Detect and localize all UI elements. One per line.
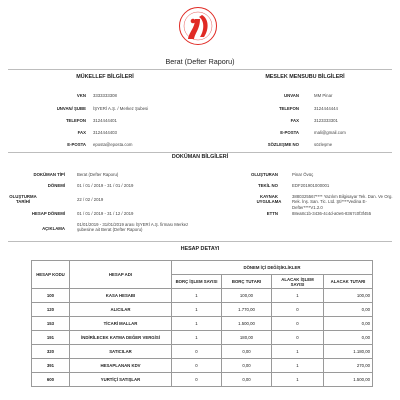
cell-name: SATICILAR (70, 345, 172, 359)
accountant-label-phone: TELEFON (278, 106, 299, 111)
doc-value-type: Berat (Defter Raporu) (77, 172, 119, 177)
cell-credit-count: 1 (272, 289, 324, 303)
taxpayer-label-email: E-POSTA (67, 142, 86, 147)
cell-credit-total: 1.500,00 (324, 373, 373, 387)
cell-code: 120 (32, 303, 70, 317)
cell-credit-total: 100,00 (324, 289, 373, 303)
cell-name: ALICILAR (70, 303, 172, 317)
cell-credit-count: 0 (272, 331, 324, 345)
table-row (32, 303, 373, 317)
accountant-label-contract-no: SÖZLEŞME NO (267, 142, 299, 147)
table-row (32, 331, 373, 345)
cell-debit-count: 0 (172, 359, 222, 373)
doc-value-ettn: 88ea8c1b-3436-4c4d-a0e6-8367c0f3f455 (292, 211, 372, 216)
table-row (32, 289, 373, 303)
taxpayer-value-vkn: 3333333308 (93, 93, 117, 98)
doc-label-account-period: HESAP DÖNEMİ (31, 211, 65, 216)
cell-code: 153 (32, 317, 70, 331)
accountant-value-phone: 3124444444 (314, 106, 338, 111)
doc-label-created-date: OLUŞTURMA TARİHİ (9, 194, 37, 205)
cell-name: İNDİRİLECEK KATMA DEĞER VERGİSİ (70, 331, 172, 345)
taxpayer-value-fax: 3124444403 (93, 130, 117, 135)
cell-code: 191 (32, 331, 70, 345)
cell-debit-total: 1.770,00 (222, 303, 272, 317)
doc-value-created-date: 22 / 02 / 2019 (77, 197, 104, 202)
cell-credit-count: 0 (272, 303, 324, 317)
cell-debit-count: 0 (172, 345, 222, 359)
page-title: Berat (Defter Raporu) (165, 57, 235, 66)
cell-debit-count: 1 (172, 331, 222, 345)
taxpayer-value-phone: 3124444401 (93, 118, 117, 123)
title-divider (8, 69, 392, 70)
cell-code: 100 (32, 289, 70, 303)
cell-credit-count: 1 (272, 359, 324, 373)
cell-credit-total: 0,00 (324, 317, 373, 331)
accountant-value-fax: 3123333301 (314, 118, 338, 123)
cell-credit-total: 1.180,00 (324, 345, 373, 359)
account-detail-table (31, 260, 373, 387)
taxpayer-value-email: eposta@eposta.com (93, 142, 133, 147)
accountant-value-contract-no: sözleşme (314, 142, 333, 147)
accountant-label-fax: FAX (290, 118, 299, 123)
col-header-debit-count: BORÇ İŞLEM SAYISI (172, 275, 222, 289)
cell-credit-count: 0 (272, 317, 324, 331)
doc-value-account-period: 01 / 01 / 2019 - 31 / 12 / 2019 (77, 211, 134, 216)
doc-label-period: DÖNEMİ (47, 183, 65, 188)
table-row (32, 373, 373, 387)
cell-name: KASA HESABI (70, 289, 172, 303)
cell-name: TİCARİ MALLAR (70, 317, 172, 331)
col-header-credit-total: ALACAK TUTARI (324, 275, 373, 289)
table-row (32, 317, 373, 331)
accountant-label-title: UNVAN (284, 93, 299, 98)
cell-debit-total: 0,00 (222, 373, 272, 387)
taxpayer-label-vkn: VKN (76, 93, 86, 98)
doc-value-description: 01/01/2019 - 31/01/2019 arası İŞYERİ A.Ş. firması Merkez şubesine ait Berat (Defter Raporu) (77, 222, 189, 233)
taxpayer-label-phone: TELEFON (65, 118, 86, 123)
cell-code: 600 (32, 373, 70, 387)
cell-debit-count: 1 (172, 303, 222, 317)
doc-label-ettn: ETTN (266, 211, 278, 216)
taxpayer-value-title-branch: İŞYERİ A.Ş. / Merkez Şubesi (93, 106, 149, 111)
taxpayer-label-fax: FAX (77, 130, 86, 135)
cell-debit-total: 100,00 (222, 289, 272, 303)
doc-value-creator: Pinar Övüç (292, 172, 314, 177)
cell-debit-count: 1 (172, 289, 222, 303)
cell-debit-total: 1.500,00 (222, 317, 272, 331)
cell-debit-count: 0 (172, 373, 222, 387)
detail-divider (8, 241, 392, 242)
taxpayer-heading: MÜKELLEF BİLGİLERİ (76, 74, 134, 80)
col-header-code: HESAP KODU (32, 261, 70, 289)
accountant-heading: MESLEK MENSUBU BİLGİLERİ (265, 74, 345, 80)
cell-credit-count: 1 (272, 345, 324, 359)
cell-credit-count: 1 (272, 373, 324, 387)
cell-name: YURTİÇİ SATIŞLAR (70, 373, 172, 387)
table-row (32, 359, 373, 373)
doc-value-source-app: 3880325567**** Yazılım Bilgisayar Tek. Dan. Ve Org. Rek. İnş. San. Tic. Ltd. Şti****Vedina E-Defter****V1.2.0 (292, 194, 393, 210)
doc-label-source-app: KAYNAK UYGULAMA (256, 194, 282, 205)
col-header-period-changes: DÖNEM İÇİ DEĞİŞİKLİKLER (172, 261, 373, 275)
accountant-value-title: MM Pinar (314, 93, 333, 98)
cell-code: 391 (32, 359, 70, 373)
col-header-credit-count: ALACAK İŞLEM SAYISI (272, 275, 324, 289)
doc-label-type: DOKÜMAN TİPİ (33, 172, 65, 177)
table-row (32, 345, 373, 359)
doc-label-unique-no: TEKİL NO (258, 183, 278, 188)
section-divider (8, 152, 392, 153)
cell-debit-total: 0,00 (222, 345, 272, 359)
cell-credit-total: 270,00 (324, 359, 373, 373)
cell-name: HESAPLANAN KDV (70, 359, 172, 373)
doc-value-unique-no: EDF201901000001 (292, 183, 330, 188)
cell-code: 320 (32, 345, 70, 359)
cell-credit-total: 0,00 (324, 331, 373, 345)
doc-label-creator: OLUŞTURAN (251, 172, 278, 177)
col-header-name: HESAP ADI (70, 261, 172, 289)
gib-emblem-icon (178, 6, 218, 46)
cell-debit-count: 1 (172, 317, 222, 331)
cell-debit-total: 0,00 (222, 359, 272, 373)
account-detail-heading: HESAP DETAYI (180, 246, 220, 252)
doc-info-heading: DOKÜMAN BİLGİLERİ (171, 154, 229, 160)
cell-credit-total: 0,00 (324, 303, 373, 317)
doc-label-description: AÇIKLAMA (42, 226, 65, 231)
accountant-value-email: mali@gmail.com (314, 130, 346, 135)
taxpayer-label-title-branch: UNVAN/ ŞUBE (56, 106, 86, 111)
doc-value-period: 01 / 01 / 2019 - 31 / 01 / 2019 (77, 183, 134, 188)
accountant-label-email: E-POSTA (280, 130, 299, 135)
cell-debit-total: 180,00 (222, 331, 272, 345)
col-header-debit-total: BORÇ TUTARI (222, 275, 272, 289)
